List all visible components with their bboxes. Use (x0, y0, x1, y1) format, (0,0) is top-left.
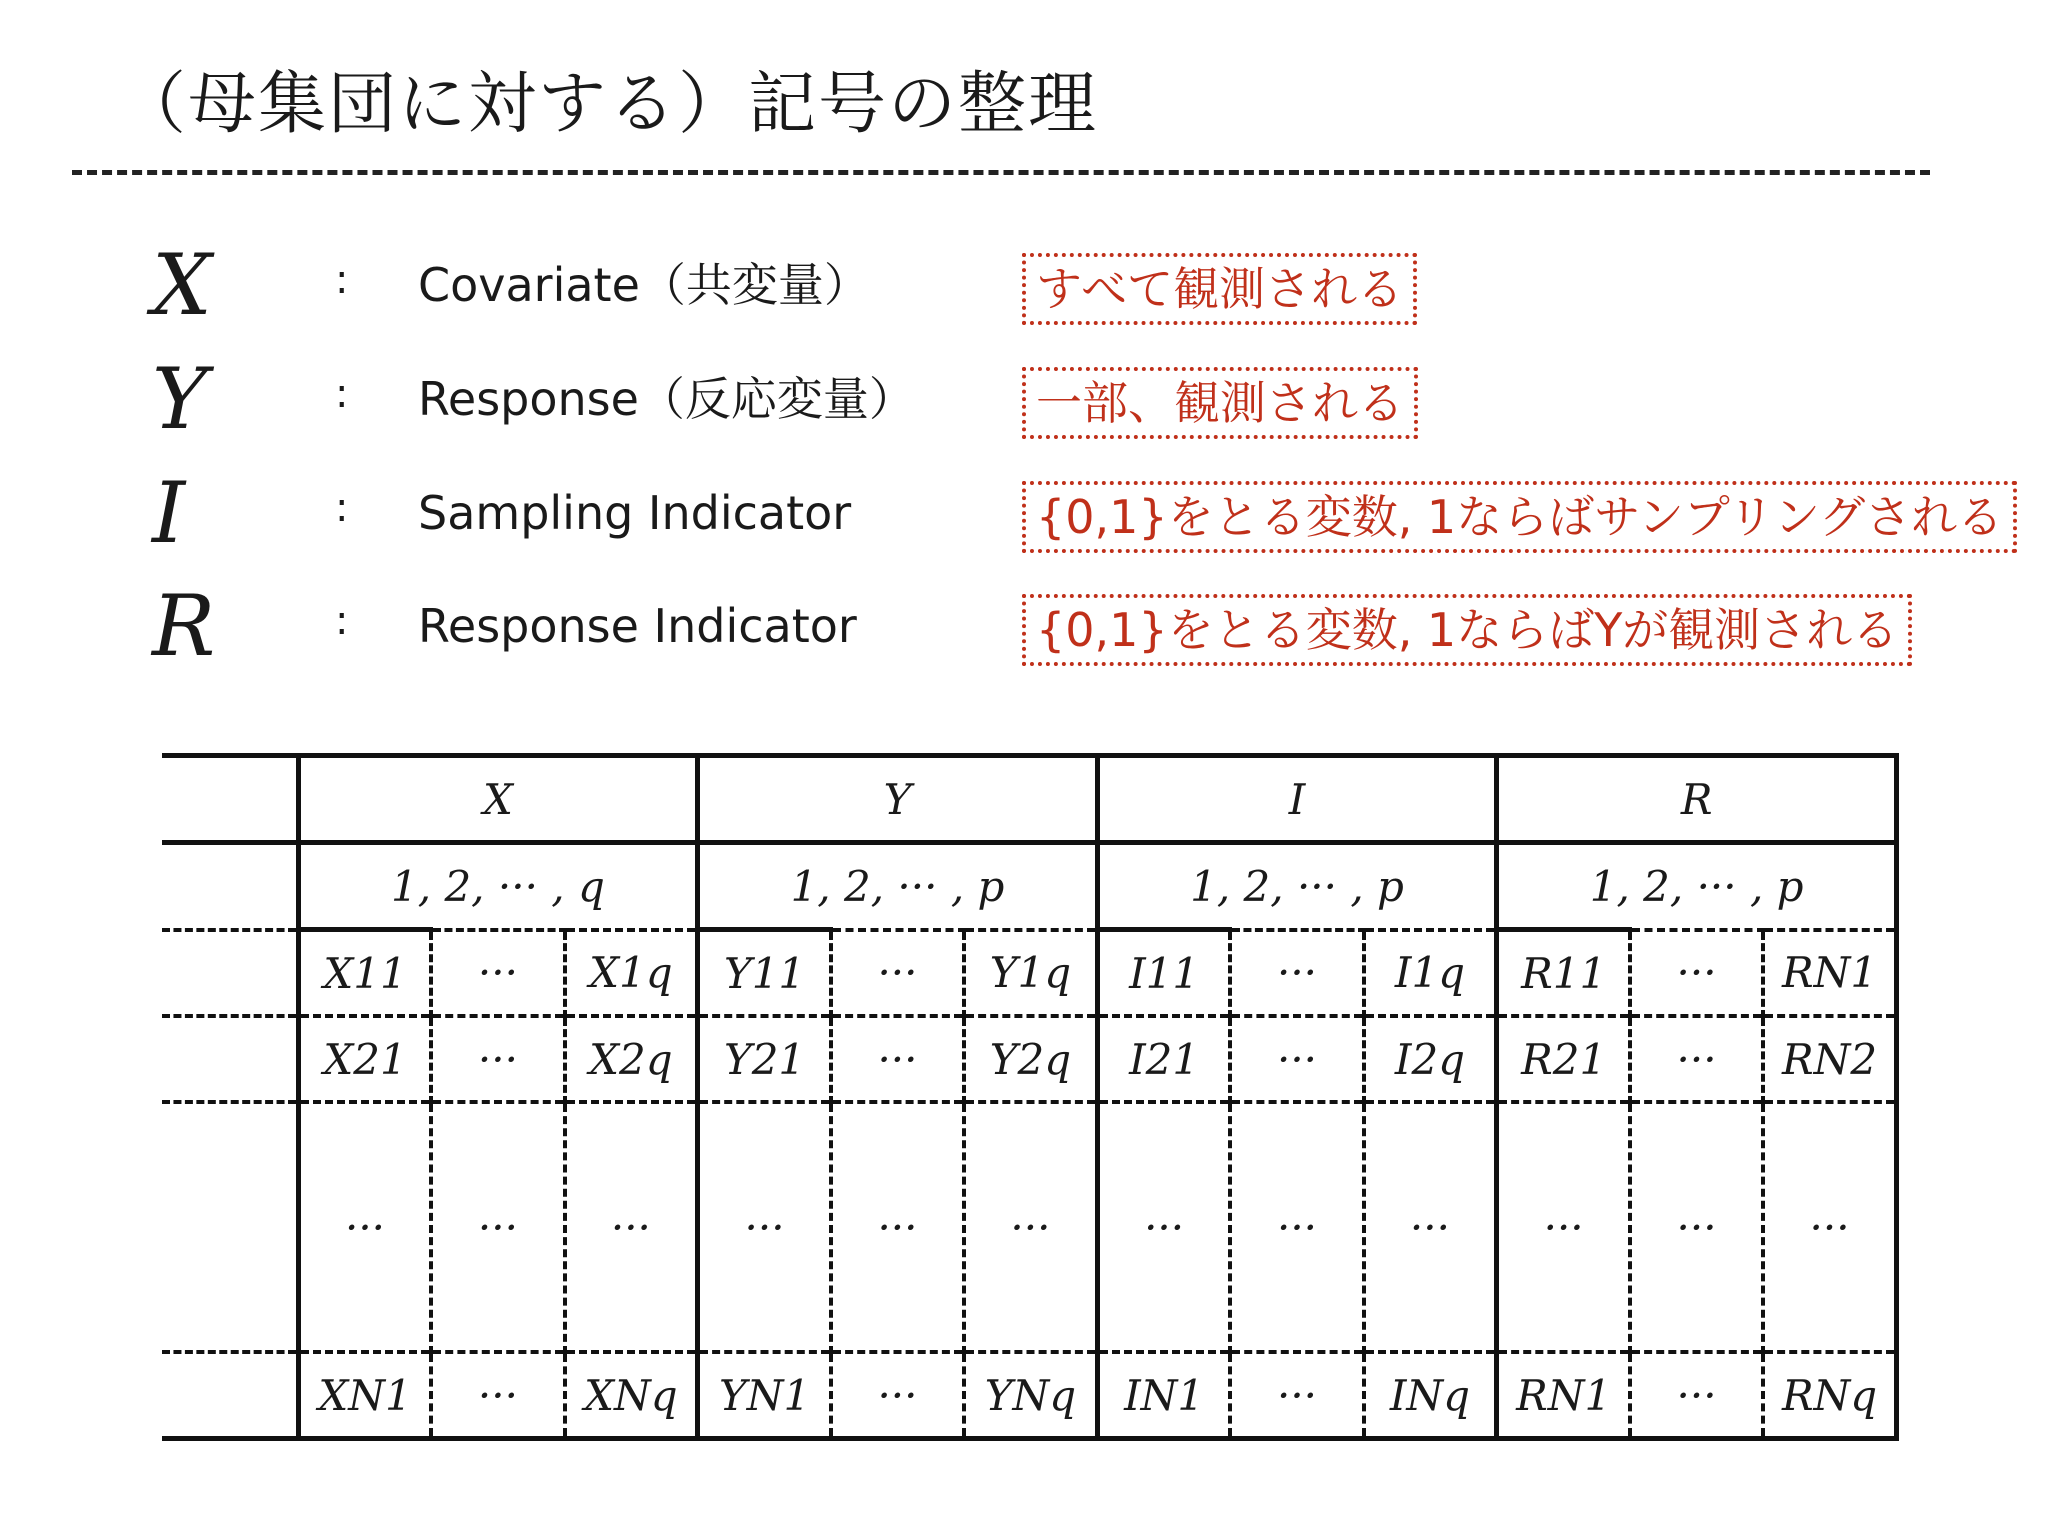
table-row (162, 1352, 1897, 1439)
table-cell: R11 (1497, 930, 1630, 1017)
table-cell: ··· (1630, 930, 1763, 1017)
table-cell: ··· (298, 1102, 431, 1352)
table-cell: ··· (1097, 1102, 1230, 1352)
table-cell: IN1 (1097, 1352, 1230, 1439)
table-cell: R21 (1497, 1016, 1630, 1102)
table-cell: ··· (698, 1102, 831, 1352)
definition-row-x (0, 235, 2048, 335)
page-title: （母集団に対する）記号の整理 (118, 65, 1099, 144)
table-cell: ··· (565, 1102, 698, 1352)
table-cell: ··· (831, 1352, 964, 1439)
table-cell: ··· (1230, 930, 1363, 1017)
table-cell: ··· (831, 930, 964, 1017)
table-cell: Y1q (964, 930, 1097, 1017)
table-cell: I11 (1097, 930, 1230, 1017)
table-cell: ··· (1364, 1102, 1497, 1352)
data-layout-table (162, 753, 1899, 1441)
table-cell: ··· (431, 930, 564, 1017)
definition-note: {0,1}をとる変数, 1ならばサンプリングされる (1022, 481, 2017, 553)
table-stub-cell (162, 1352, 298, 1439)
definition-colon: : (335, 598, 349, 644)
table-cell: XNq (565, 1352, 698, 1439)
definition-row-r (0, 576, 2048, 676)
table-cell: ··· (1230, 1016, 1363, 1102)
table-row (162, 1016, 1897, 1102)
definition-note: 一部、観測される (1022, 367, 1418, 439)
table-group-header: R (1497, 756, 1897, 843)
table-cell: RN1 (1763, 930, 1896, 1017)
table-cell: RN2 (1763, 1016, 1896, 1102)
table-cell: X2q (565, 1016, 698, 1102)
definition-description: Covariate（共変量） (418, 258, 870, 312)
definition-row-y (0, 349, 2048, 449)
table-cell: X1q (565, 930, 698, 1017)
table-group-header: Y (698, 756, 1098, 843)
table-cell: ··· (1630, 1016, 1763, 1102)
definition-symbol: I (152, 464, 186, 562)
table-cell: ··· (431, 1102, 564, 1352)
table-cell: X11 (298, 930, 431, 1017)
table-cell: XN1 (298, 1352, 431, 1439)
table-group-header: I (1097, 756, 1497, 843)
title-divider (72, 170, 1930, 175)
table-row (162, 930, 1897, 1017)
table-header-row (162, 756, 1897, 843)
table-cell: ··· (431, 1016, 564, 1102)
table-stub-cell (162, 843, 298, 930)
table-cell: I1q (1364, 930, 1497, 1017)
table-row (162, 1102, 1897, 1352)
table-cell: YNq (964, 1352, 1097, 1439)
table-cell: ··· (964, 1102, 1097, 1352)
table-cell: YN1 (698, 1352, 831, 1439)
table-cell: ··· (1230, 1352, 1363, 1439)
table-cell: RNq (1763, 1352, 1896, 1439)
table-cell: ··· (1630, 1352, 1763, 1439)
table-cell: I21 (1097, 1016, 1230, 1102)
definition-symbol: Y (152, 350, 208, 448)
table-index-header: 1, 2, ··· , p (1497, 843, 1897, 930)
table-stub-cell (162, 930, 298, 1017)
definition-description: Sampling Indicator (418, 486, 852, 540)
table-cell: ··· (1763, 1102, 1896, 1352)
table-cell: ··· (1497, 1102, 1630, 1352)
table-cell: Y2q (964, 1016, 1097, 1102)
table-cell: INq (1364, 1352, 1497, 1439)
table-index-row (162, 843, 1897, 930)
definition-colon: : (335, 371, 349, 417)
definition-symbol: R (152, 577, 216, 675)
table-cell: Y11 (698, 930, 831, 1017)
table-stub-cell (162, 1102, 298, 1352)
definition-description: Response Indicator (418, 599, 857, 653)
table-index-header: 1, 2, ··· , q (298, 843, 698, 930)
definition-colon: : (335, 485, 349, 531)
table-index-header: 1, 2, ··· , p (698, 843, 1098, 930)
table-cell: ··· (1630, 1102, 1763, 1352)
definition-note: すべて観測される (1022, 253, 1417, 325)
definition-description: Response（反応変量） (418, 372, 915, 426)
table-cell: ··· (831, 1016, 964, 1102)
definition-note: {0,1}をとる変数, 1ならばYが観測される (1022, 594, 1912, 666)
table-cell: ··· (831, 1102, 964, 1352)
table-stub-cell (162, 1016, 298, 1102)
definition-row-i (0, 463, 2048, 563)
table-cell: X21 (298, 1016, 431, 1102)
table-index-header: 1, 2, ··· , p (1097, 843, 1497, 930)
table-cell: RN1 (1497, 1352, 1630, 1439)
table-group-header: X (298, 756, 698, 843)
definition-colon: : (335, 257, 349, 303)
table-cell: I2q (1364, 1016, 1497, 1102)
table-cell: ··· (1230, 1102, 1363, 1352)
table-cell: Y21 (698, 1016, 831, 1102)
definition-symbol: X (152, 236, 212, 334)
table-cell: ··· (431, 1352, 564, 1439)
table-stub-cell (162, 756, 298, 843)
